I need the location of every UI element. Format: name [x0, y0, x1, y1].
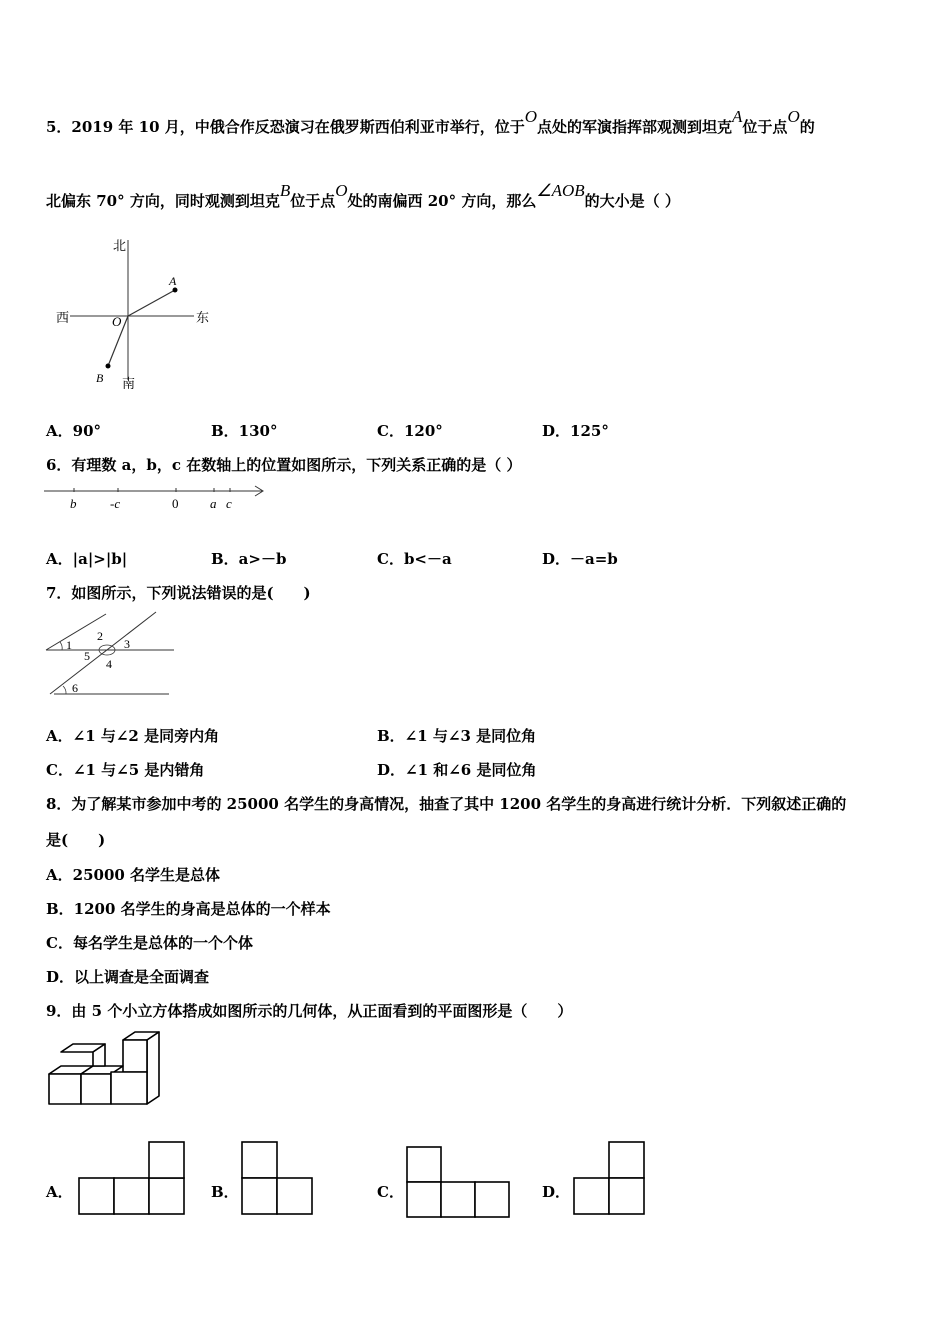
q5-text: 北偏东 70° 方向，同时观测到坦克 [46, 192, 280, 210]
q9-option-c-label[interactable]: C． [377, 1183, 404, 1201]
q6-option-b[interactable]: B．a>－b [211, 550, 287, 568]
q5-text: 的 [799, 118, 815, 136]
point-b [106, 364, 111, 369]
q9-option-d-label[interactable]: D． [542, 1183, 571, 1201]
q5-text: 位于点 [290, 192, 336, 210]
q5-stem-line2 [46, 181, 680, 211]
q6-option-d[interactable]: D．－a=b [542, 550, 618, 568]
q9-option-b-view[interactable] [241, 1141, 317, 1217]
angle-aob-label: ∠AOB [536, 181, 585, 200]
q9-option-a-label[interactable]: A． [46, 1183, 73, 1201]
q7-option-c[interactable]: C．∠1 与∠5 是内错角 [46, 761, 205, 779]
q7-option-a[interactable]: A．∠1 与∠2 是同旁内角 [46, 727, 220, 745]
q5-text: 处的南偏西 20° 方向，那么 [347, 192, 537, 210]
q9-option-b-label[interactable]: B． [211, 1183, 239, 1201]
q5-compass-figure [50, 232, 220, 392]
angle-label-4: 4 [106, 657, 112, 671]
q8-option-d[interactable]: D．以上调查是全面调查 [46, 968, 210, 986]
q5-option-d[interactable]: D．125° [542, 422, 609, 440]
point-a [173, 288, 178, 293]
q5-text: 的大小是（ ） [584, 192, 680, 210]
angle-label-2: 2 [97, 629, 103, 643]
q9-option-a-view[interactable] [78, 1141, 188, 1217]
north-label: 北 [113, 238, 127, 253]
q6-stem: 6．有理数 a，b，c 在数轴上的位置如图所示，下列关系正确的是（ ） [46, 456, 522, 474]
line-long-transversal [50, 612, 156, 694]
q5-option-b[interactable]: B．130° [211, 422, 278, 440]
angle-label-3: 3 [124, 637, 130, 651]
q5-text: 5．2019 年 10 月，中俄合作反恐演习在俄罗斯西伯利亚市举行，位于 [46, 118, 525, 136]
q5-option-c[interactable]: C．120° [377, 422, 443, 440]
a-label: A [169, 274, 177, 288]
q5-option-a[interactable]: A．90° [46, 422, 102, 440]
tick-label-b: b [70, 496, 77, 511]
b-label: B [96, 371, 104, 385]
point-b-label: B [279, 181, 291, 200]
tick-label-c: c [226, 496, 232, 511]
angle-label-6: 6 [72, 681, 78, 695]
point-o-label: O [335, 181, 348, 200]
south-label: 南 [122, 376, 136, 391]
q6-number-line [44, 482, 269, 512]
q9-option-d-view[interactable] [573, 1141, 649, 1217]
o-label: O [112, 314, 122, 329]
q9-stem: 9．由 5 个小立方体搭成如图所示的几何体，从正面看到的平面图形是（ ） [46, 1002, 573, 1020]
q8-stem-line2: 是( ) [46, 831, 106, 849]
angle-label-5: 5 [84, 649, 90, 663]
q7-option-d[interactable]: D．∠1 和∠6 是同位角 [377, 761, 537, 779]
q5-text: 点处的军演指挥部观测到坦克 [537, 118, 733, 136]
point-o-label: O [524, 107, 538, 126]
q8-stem-line1: 8．为了解某市参加中考的 25000 名学生的身高情况，抽查了其中 1200 名学生的身高进行统计分析．下列叙述正确的 [46, 795, 847, 813]
q6-option-c[interactable]: C．b<－a [377, 550, 452, 568]
point-a-label: A [732, 107, 743, 126]
q9-option-c-view[interactable] [406, 1146, 516, 1220]
q9-cube-solid [44, 1028, 164, 1110]
point-o-label: O [787, 107, 800, 126]
tick-label-a: a [210, 496, 217, 511]
angle-label-1: 1 [66, 638, 72, 652]
west-label: 西 [56, 310, 70, 325]
q5-text: 位于点 [742, 118, 788, 136]
q5-stem-line1 [46, 107, 815, 137]
tick-label-zero: 0 [172, 496, 179, 511]
q7-option-b[interactable]: B．∠1 与∠3 是同位角 [377, 727, 537, 745]
east-label: 东 [196, 310, 210, 325]
ray-oa [128, 290, 175, 316]
q8-option-c[interactable]: C．每名学生是总体的一个个体 [46, 934, 253, 952]
q7-stem: 7．如图所示，下列说法错误的是( ) [46, 584, 311, 602]
q6-option-a[interactable]: A．|a|>|b| [46, 550, 128, 568]
q8-option-b[interactable]: B．1200 名学生的身高是总体的一个样本 [46, 900, 331, 918]
tick-label-neg-c: -c [110, 496, 121, 511]
q7-angle-figure [44, 608, 179, 700]
q8-option-a[interactable]: A．25000 名学生是总体 [46, 866, 221, 884]
